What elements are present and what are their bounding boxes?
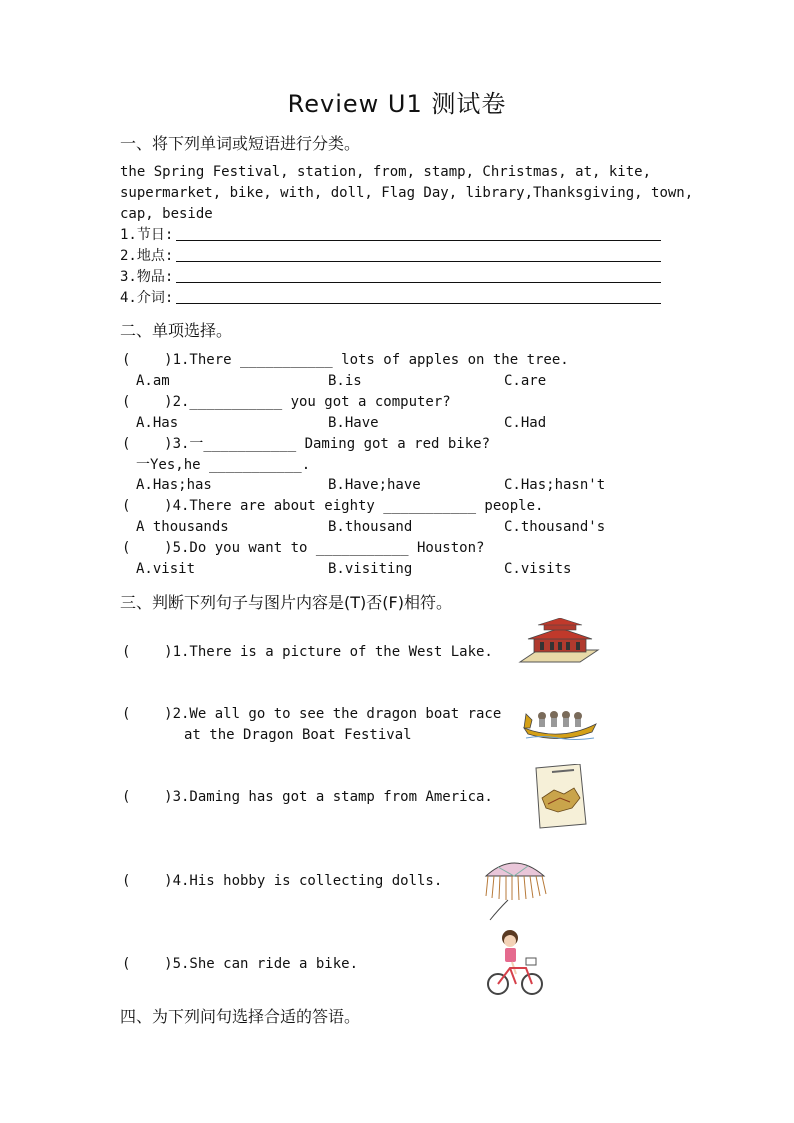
dragon-boat-picture bbox=[522, 702, 598, 742]
mc-question-3: ( )3.一___________ Daming got a red bike? bbox=[122, 436, 491, 452]
category-label-festivals: 1.节日: bbox=[120, 227, 174, 243]
tf-question-1: ( )1.There is a picture of the West Lake. bbox=[122, 644, 493, 660]
mc-q3-option-c[interactable]: C.Has;hasn't bbox=[504, 477, 606, 493]
tiananmen-picture bbox=[518, 618, 600, 670]
mc-q1-option-a[interactable]: A.am bbox=[136, 373, 170, 389]
section-2-heading: 二、单项选择。 bbox=[120, 321, 233, 340]
mc-q5-option-b[interactable]: B.visiting bbox=[328, 561, 413, 577]
stamp-picture bbox=[530, 764, 590, 830]
category-label-places: 2.地点: bbox=[120, 248, 174, 264]
page-title: Review U1 测试卷 bbox=[287, 90, 507, 118]
mc-q2-option-a[interactable]: A.Has bbox=[136, 415, 179, 431]
tf-question-4: ( )4.His hobby is collecting dolls. bbox=[122, 873, 443, 889]
answer-line-items[interactable] bbox=[176, 268, 661, 283]
answer-line-places[interactable] bbox=[176, 247, 661, 262]
section-4-heading: 四、为下列问句选择合适的答语。 bbox=[120, 1007, 361, 1026]
mc-q1-option-c[interactable]: C.are bbox=[504, 373, 547, 389]
section-3-heading: 三、判断下列句子与图片内容是(T)否(F)相符。 bbox=[120, 593, 452, 612]
tf-question-3: ( )3.Daming has got a stamp from America. bbox=[122, 789, 493, 805]
mc-q1-option-b[interactable]: B.is bbox=[328, 373, 362, 389]
category-label-items: 3.物品: bbox=[120, 269, 174, 285]
word-list-line-3: cap, beside bbox=[120, 206, 213, 222]
mc-question-3-line-2: 一Yes,he ___________. bbox=[136, 457, 311, 473]
mc-q3-option-a[interactable]: A.Has;has bbox=[136, 477, 212, 493]
mc-question-4: ( )4.There are about eighty ___________ people. bbox=[122, 498, 544, 514]
word-list-line-2: supermarket, bike, with, doll, Flag Day, library,Thanksgiving, town, bbox=[120, 185, 694, 201]
mc-q4-option-b[interactable]: B.thousand bbox=[328, 519, 413, 535]
mc-q2-option-c[interactable]: C.Had bbox=[504, 415, 547, 431]
mc-question-2: ( )2.___________ you got a computer? bbox=[122, 394, 451, 410]
tf-question-5: ( )5.She can ride a bike. bbox=[122, 956, 359, 972]
girl-riding-bike-picture bbox=[486, 928, 546, 998]
section-1-heading: 一、将下列单词或短语进行分类。 bbox=[120, 134, 361, 153]
answer-line-festivals[interactable] bbox=[176, 226, 661, 241]
tf-question-2-line-2: at the Dragon Boat Festival bbox=[184, 727, 412, 743]
word-list-line-1: the Spring Festival, station, from, stamp, Christmas, at, kite, bbox=[120, 164, 652, 180]
mc-question-5: ( )5.Do you want to ___________ Houston? bbox=[122, 540, 485, 556]
mc-q2-option-b[interactable]: B.Have bbox=[328, 415, 379, 431]
mc-q5-option-a[interactable]: A.visit bbox=[136, 561, 196, 577]
mc-q4-option-a[interactable]: A thousands bbox=[136, 519, 229, 535]
mc-question-1: ( )1.There ___________ lots of apples on the tree. bbox=[122, 352, 569, 368]
mc-q4-option-c[interactable]: C.thousand's bbox=[504, 519, 606, 535]
category-label-prepositions: 4.介词: bbox=[120, 290, 174, 306]
tf-question-2: ( )2.We all go to see the dragon boat race bbox=[122, 706, 502, 722]
mc-q3-option-b[interactable]: B.Have;have bbox=[328, 477, 421, 493]
mc-q5-option-c[interactable]: C.visits bbox=[504, 561, 572, 577]
kite-picture bbox=[478, 854, 550, 922]
answer-line-prepositions[interactable] bbox=[176, 289, 661, 304]
